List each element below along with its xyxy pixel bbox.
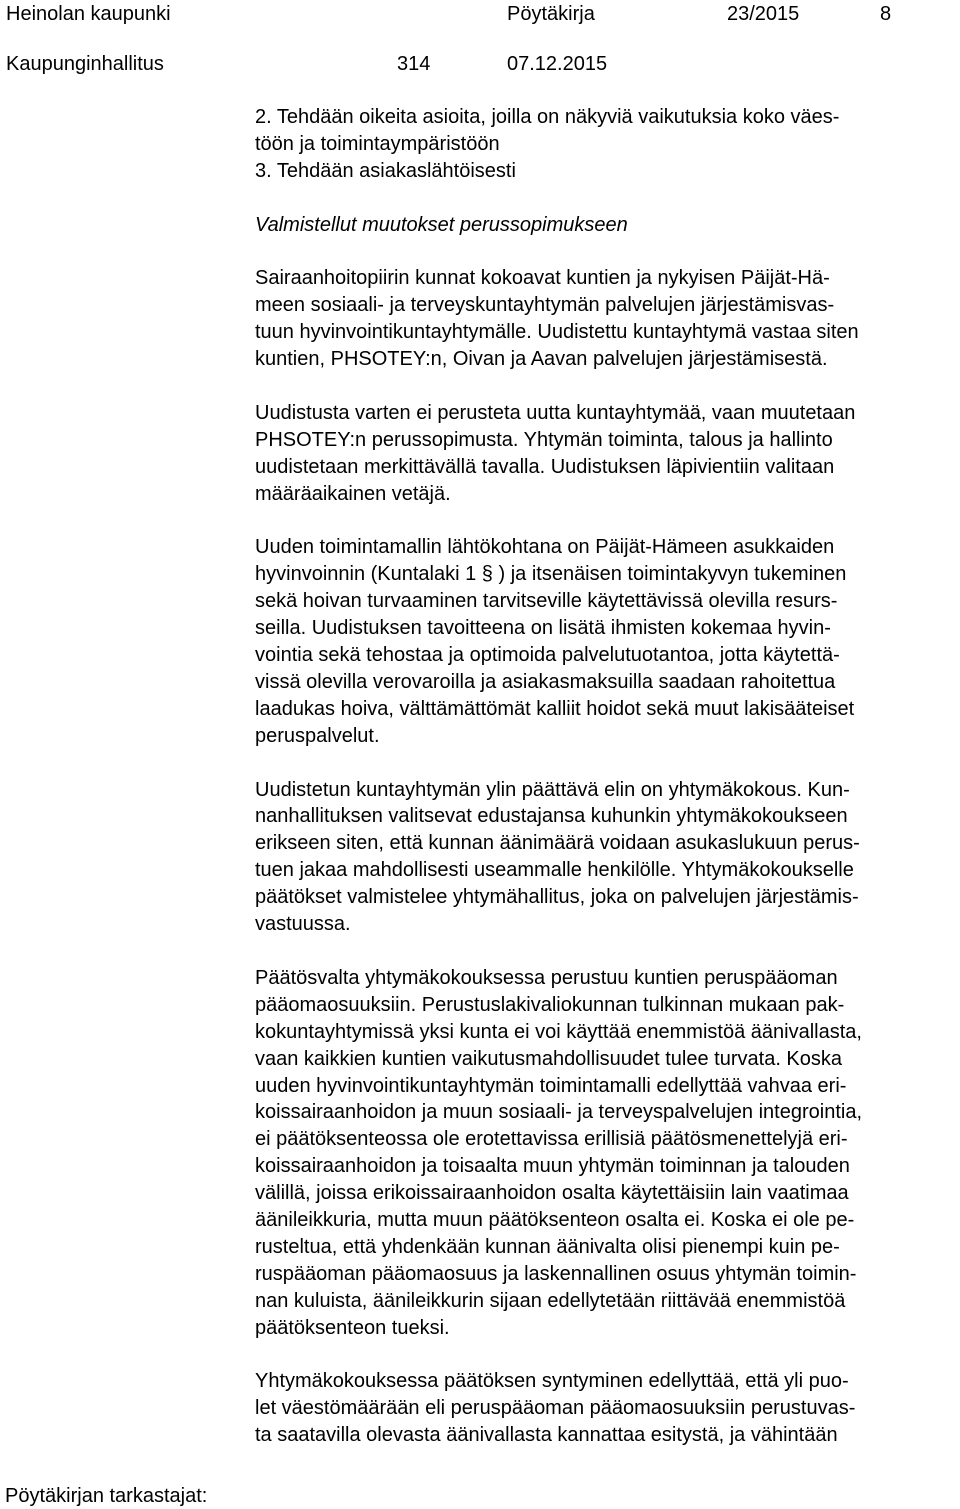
text-line: Uudistetun kuntayhtymän ylin päättävä elin on yhtymäkokous. Kun-: [255, 778, 850, 801]
paragraph-gap: [255, 938, 955, 965]
text-line: 3. Tehdään asiakaslähtöisesti: [255, 159, 516, 182]
paragraph-gap: [255, 239, 955, 266]
text-line: erikseen siten, että kunnan äänimäärä voidaan asukaslukuun perus-: [255, 832, 860, 855]
text-line: ei päätöksenteossa ole erotettavissa erillisiä päätösmenettelyjä eri-: [255, 1128, 848, 1151]
text-line: nan kuluista, äänileikkurin sijaan edellytetään riittävää enemmistöä: [255, 1289, 846, 1312]
text-line: päätökset valmistelee yhtymähallitus, joka on palvelujen järjestämis-: [255, 886, 859, 909]
text-line: Sairaanhoitopiirin kunnat kokoavat kuntien ja nykyisen Päijät-Hä-: [255, 267, 830, 290]
text-line: Päätösvalta yhtymäkokouksessa perustuu kuntien peruspääoman: [255, 966, 838, 989]
text-line: 2. Tehdään oikeita asioita, joilla on näkyviä vaikutuksia koko väes-: [255, 106, 840, 128]
text-line: kuntien, PHSOTEY:n, Oivan ja Aavan palvelujen järjestämisestä.: [255, 348, 828, 371]
text-line: seilla. Uudistuksen tavoitteena on lisätä ihmisten kokemaa hyvin-: [255, 617, 831, 640]
text-line: ta saatavilla olevasta äänivallasta kannattaa esitystä, ja vähintään: [255, 1424, 838, 1447]
text-line: töön ja toimintaympäristöön: [255, 132, 500, 155]
text-line: nanhallituksen valitsevat edustajansa kuhunkin yhtymäkokoukseen: [255, 805, 848, 828]
minutes-reviewers-label: Pöytäkirjan tarkastajat:: [5, 1485, 208, 1507]
meeting-date: 07.12.2015: [507, 53, 608, 75]
text-line: rusteltua, että yhdenkään kunnan äänivalta olisi pienempi kuin pe-: [255, 1235, 840, 1258]
paragraph-gap: [255, 373, 955, 400]
text-line: vointia sekä tehostaa ja optimoida palvelutuotantoa, jotta käytettä-: [255, 644, 840, 667]
text-line: kokuntayhtymissä yksi kunta ei voi käyttää enemmistöä äänivallasta,: [255, 1020, 862, 1043]
text-line: päätöksenteon tueksi.: [255, 1316, 450, 1339]
text-line: Yhtymäkokouksessa päätöksen syntyminen edellyttää, että yli puo-: [255, 1370, 849, 1393]
paragraph-gap: [255, 508, 955, 535]
municipality-name: Heinolan kaupunki: [6, 3, 171, 25]
section-subheading: Valmistellut muutokset perussopimukseen: [255, 213, 628, 236]
text-line: vastuussa.: [255, 913, 351, 936]
text-line: vaan kaikkien kuntien vaikutusmahdollisuudet tulee turvata. Koska: [255, 1047, 843, 1070]
text-line: uuden hyvinvointikuntayhtymän toimintamalli edellyttää vahvaa eri-: [255, 1074, 847, 1097]
text-line: ruspääoman pääomaosuus ja laskennallinen osuus yhtymän toimin-: [255, 1262, 857, 1285]
page-number: 8: [880, 3, 892, 25]
text-line: tuen jakaa mahdollisesti useammalle henkilölle. Yhtymäkokoukselle: [255, 859, 854, 882]
text-line: meen sosiaali- ja terveyskuntayhtymän palvelujen järjestämisvas-: [255, 294, 835, 317]
document-number: 23/2015: [727, 3, 800, 25]
paragraph-gap: [255, 185, 955, 212]
text-line: vissä olevilla verovaroilla ja asiakasmaksuilla saadaan rahoitettua: [255, 670, 836, 693]
text-line: peruspalvelut.: [255, 724, 380, 747]
text-line: välillä, joissa erikoissairaanhoidon osalta käytettäisiin lain vaatimaa: [255, 1182, 849, 1205]
text-line: uudistetaan merkittävällä tavalla. Uudistuksen läpivientiin valitaan: [255, 455, 835, 478]
text-line: pääomaosuuksiin. Perustuslakivaliokunnan tulkinnan mukaan pak-: [255, 993, 845, 1016]
text-line: Uuden toimintamallin lähtökohtana on Päijät-Hämeen asukkaiden: [255, 536, 835, 559]
text-line: koissairaanhoidon ja toisaalta muun yhtymän toiminnan ja talouden: [255, 1155, 850, 1178]
governing-body: Kaupunginhallitus: [6, 53, 164, 75]
text-line: laadukas hoiva, välttämättömät kalliit hoidot sekä muut lakisääteiset: [255, 697, 855, 720]
text-line: sekä hoivan turvaaminen tarvitseville käytettävissä olevilla resurs-: [255, 590, 838, 613]
document-header: [0, 0, 960, 80]
document-type: Pöytäkirja: [507, 3, 595, 25]
text-line: let väestömäärään eli peruspääoman pääomaosuuksiin perustuvas-: [255, 1397, 856, 1420]
text-line: tuun hyvinvointikuntayhtymälle. Uudistettu kuntayhtymä vastaa siten: [255, 321, 859, 344]
section-number: 314: [397, 53, 431, 75]
text-line: Uudistusta varten ei perusteta uutta kuntayhtymää, vaan muutetaan: [255, 401, 856, 424]
paragraph-gap: [255, 1342, 955, 1369]
paragraph-gap: [255, 750, 955, 777]
text-line: määräaikainen vetäjä.: [255, 482, 451, 505]
text-line: PHSOTEY:n perussopimusta. Yhtymän toiminta, talous ja hallinto: [255, 428, 833, 451]
text-line: hyvinvoinnin (Kuntalaki 1 § ) ja itsenäisen toimintakyvyn tukeminen: [255, 563, 847, 586]
text-line: äänileikkuria, mutta muun päätöksenteon osalta ei. Koska ei ole pe-: [255, 1209, 855, 1232]
text-line: koissairaanhoidon ja muun sosiaali- ja terveyspalvelujen integrointia,: [255, 1101, 863, 1124]
document-body: [255, 104, 955, 1449]
